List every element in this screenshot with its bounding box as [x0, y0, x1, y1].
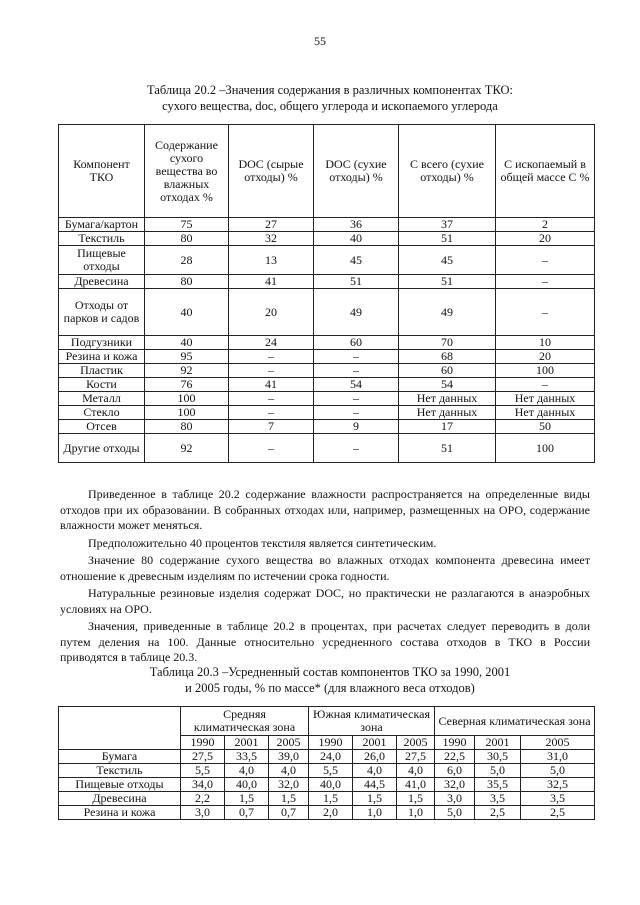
value-cell: 92	[145, 364, 229, 378]
value-cell: 51	[399, 275, 496, 289]
value-cell: Нет данных	[496, 406, 595, 420]
value-cell: –	[229, 434, 314, 463]
value-cell: 6,0	[435, 764, 475, 778]
value-cell: 51	[399, 232, 496, 246]
value-cell: 40,0	[225, 778, 269, 792]
component-name-cell: Подгузники	[59, 336, 145, 350]
value-cell: 70	[399, 336, 496, 350]
component-name-cell: Бумага/картон	[59, 218, 145, 232]
value-cell: 1,5	[309, 792, 353, 806]
value-cell: 3,5	[475, 792, 521, 806]
value-cell: 80	[145, 232, 229, 246]
table2-year-cell: 2001	[225, 736, 269, 750]
table-row	[59, 750, 595, 764]
value-cell: 5,0	[475, 764, 521, 778]
value-cell: –	[496, 246, 595, 275]
table-row	[59, 434, 595, 463]
value-cell: –	[229, 392, 314, 406]
value-cell: 36	[314, 218, 399, 232]
table2-year-cell: 1990	[435, 736, 475, 750]
table2-zone-header: Северная климатическая зона	[435, 707, 595, 736]
component-name-cell: Древесина	[59, 275, 145, 289]
value-cell: 51	[399, 434, 496, 463]
table2-body	[59, 750, 595, 820]
table1-header-cell: С всего (сухие отходы) %	[399, 125, 496, 218]
value-cell: 27,5	[181, 750, 225, 764]
value-cell: 50	[496, 420, 595, 434]
table2-year-cell: 2005	[521, 736, 595, 750]
table-row	[59, 778, 595, 792]
value-cell: 32	[229, 232, 314, 246]
table-row	[59, 406, 595, 420]
component-name-cell: Резина и кожа	[59, 350, 145, 364]
component-name-cell: Отсев	[59, 420, 145, 434]
value-cell: 35,5	[475, 778, 521, 792]
value-cell: 44,5	[353, 778, 397, 792]
component-name-cell: Другие отходы	[59, 434, 145, 463]
component-name-cell: Древесина	[59, 792, 181, 806]
table2-caption-line2: и 2005 годы, % по массе* (для влажного веса отходов)	[185, 681, 475, 695]
table-row	[59, 218, 595, 232]
value-cell: 92	[145, 434, 229, 463]
value-cell: 100	[145, 406, 229, 420]
value-cell: 22,5	[435, 750, 475, 764]
value-cell: –	[314, 364, 399, 378]
table-row	[59, 392, 595, 406]
value-cell: 54	[399, 378, 496, 392]
value-cell: 40,0	[309, 778, 353, 792]
value-cell: 60	[314, 336, 399, 350]
value-cell: 1,0	[397, 806, 435, 820]
table-row	[59, 246, 595, 275]
value-cell: 32,0	[435, 778, 475, 792]
value-cell: –	[314, 392, 399, 406]
component-name-cell: Бумага	[59, 750, 181, 764]
table1-caption-line2: сухого вещества, doc, общего углерода и ископаемого углерода	[162, 99, 498, 113]
value-cell: 100	[496, 364, 595, 378]
value-cell: 1,5	[225, 792, 269, 806]
value-cell: –	[496, 275, 595, 289]
value-cell: 41,0	[397, 778, 435, 792]
value-cell: 3,0	[181, 806, 225, 820]
value-cell: Нет данных	[496, 392, 595, 406]
value-cell: 5,0	[521, 764, 595, 778]
value-cell: 37	[399, 218, 496, 232]
table1-caption	[60, 82, 600, 114]
value-cell: 76	[145, 378, 229, 392]
value-cell: 1,5	[269, 792, 309, 806]
value-cell: 2,0	[309, 806, 353, 820]
value-cell: 10	[496, 336, 595, 350]
value-cell: 45	[399, 246, 496, 275]
table2-year-cell: 2001	[353, 736, 397, 750]
value-cell: –	[229, 364, 314, 378]
value-cell: 34,0	[181, 778, 225, 792]
value-cell: 1,5	[353, 792, 397, 806]
table2-year-cell: 1990	[309, 736, 353, 750]
value-cell: 39,0	[269, 750, 309, 764]
waste-composition-table	[58, 706, 595, 820]
table1-header-cell: Содержание сухого вещества во влажных отходах %	[145, 125, 229, 218]
value-cell: 40	[145, 289, 229, 336]
component-name-cell: Резина и кожа	[59, 806, 181, 820]
table2-zone-header: Южная климатическая зона	[309, 707, 435, 736]
value-cell: 28	[145, 246, 229, 275]
value-cell: 95	[145, 350, 229, 364]
value-cell: 13	[229, 246, 314, 275]
component-name-cell: Кости	[59, 378, 145, 392]
table-row	[59, 232, 595, 246]
value-cell: 0,7	[225, 806, 269, 820]
value-cell: –	[496, 289, 595, 336]
table-row	[59, 764, 595, 778]
value-cell: 4,0	[397, 764, 435, 778]
table-row	[59, 350, 595, 364]
table1-header-cell: С ископаемый в общей массе С %	[496, 125, 595, 218]
table-row	[59, 378, 595, 392]
value-cell: 2	[496, 218, 595, 232]
table2-year-cell: 2005	[397, 736, 435, 750]
table2-year-cell: 1990	[181, 736, 225, 750]
table2-zone-header: Средняя климатическая зона	[181, 707, 309, 736]
value-cell: 5,5	[309, 764, 353, 778]
value-cell: 80	[145, 275, 229, 289]
value-cell: 40	[145, 336, 229, 350]
value-cell: 75	[145, 218, 229, 232]
value-cell: 24	[229, 336, 314, 350]
value-cell: 100	[145, 392, 229, 406]
table2-year-cell: 2001	[475, 736, 521, 750]
value-cell: 41	[229, 275, 314, 289]
value-cell: –	[314, 434, 399, 463]
value-cell: 4,0	[353, 764, 397, 778]
table-row	[59, 275, 595, 289]
table2-caption-line1: Таблица 20.3 –Усредненный состав компонентов ТКО за 1990, 2001	[149, 665, 511, 679]
component-name-cell: Пищевые отходы	[59, 246, 145, 275]
value-cell: 17	[399, 420, 496, 434]
value-cell: 40	[314, 232, 399, 246]
table1-header-row	[59, 125, 595, 218]
value-cell: 4,0	[225, 764, 269, 778]
value-cell: 1,0	[353, 806, 397, 820]
table-row	[59, 364, 595, 378]
value-cell: –	[314, 350, 399, 364]
value-cell: 20	[496, 232, 595, 246]
component-name-cell: Стекло	[59, 406, 145, 420]
table1-caption-line1: Таблица 20.2 –Значения содержания в различных компонентах ТКО:	[147, 83, 513, 97]
table-row	[59, 792, 595, 806]
value-cell: 24,0	[309, 750, 353, 764]
value-cell: 2,2	[181, 792, 225, 806]
value-cell: 5,0	[435, 806, 475, 820]
value-cell: 68	[399, 350, 496, 364]
component-name-cell: Пластик	[59, 364, 145, 378]
component-name-cell: Текстиль	[59, 764, 181, 778]
paragraph: Предположительно 40 процентов текстиля является синтетическим.	[88, 535, 437, 550]
table1-header-cell: DOC (сухие отходы) %	[314, 125, 399, 218]
table-row	[59, 420, 595, 434]
body-text	[60, 487, 590, 668]
value-cell: –	[314, 406, 399, 420]
value-cell: Нет данных	[399, 392, 496, 406]
paragraph: Натуральные резиновые изделия содержат DOC, но практически не разлагаются в анаэробных условиях на ОРО.	[60, 586, 590, 616]
component-name-cell: Текстиль	[59, 232, 145, 246]
table1-body	[59, 218, 595, 463]
value-cell: 33,5	[225, 750, 269, 764]
table-row	[59, 289, 595, 336]
value-cell: 0,7	[269, 806, 309, 820]
value-cell: 3,5	[521, 792, 595, 806]
value-cell: 51	[314, 275, 399, 289]
table2-caption	[60, 664, 600, 696]
value-cell: –	[229, 406, 314, 420]
value-cell: 2,5	[521, 806, 595, 820]
value-cell: 41	[229, 378, 314, 392]
value-cell: 4,0	[269, 764, 309, 778]
value-cell: 26,0	[353, 750, 397, 764]
table2-year-cell: 2005	[269, 736, 309, 750]
table2-zone-row	[59, 707, 595, 736]
component-name-cell: Металл	[59, 392, 145, 406]
value-cell: 3,0	[435, 792, 475, 806]
value-cell: 45	[314, 246, 399, 275]
value-cell: 9	[314, 420, 399, 434]
component-name-cell: Пищевые отходы	[59, 778, 181, 792]
value-cell: –	[496, 378, 595, 392]
value-cell: 2,5	[475, 806, 521, 820]
value-cell: Нет данных	[399, 406, 496, 420]
paragraph: Приведенное в таблице 20.2 содержание влажности распространяется на определенные виды отходов при их образовании. В собранных отходах или, например, размещенных на ОРО, содержание влажности может меняться.	[60, 487, 590, 532]
value-cell: 49	[399, 289, 496, 336]
value-cell: 7	[229, 420, 314, 434]
value-cell: 5,5	[181, 764, 225, 778]
value-cell: 20	[229, 289, 314, 336]
table1-header-cell: DOC (сырые отходы) %	[229, 125, 314, 218]
value-cell: 27,5	[397, 750, 435, 764]
value-cell: 60	[399, 364, 496, 378]
table2-corner-cell	[59, 707, 181, 750]
value-cell: 54	[314, 378, 399, 392]
value-cell: 30,5	[475, 750, 521, 764]
value-cell: 49	[314, 289, 399, 336]
component-name-cell: Отходы от парков и садов	[59, 289, 145, 336]
value-cell: 80	[145, 420, 229, 434]
table1-header-cell: Компонент ТКО	[59, 125, 145, 218]
value-cell: 27	[229, 218, 314, 232]
page-number: 55	[314, 34, 326, 48]
value-cell: –	[229, 350, 314, 364]
table-row	[59, 806, 595, 820]
value-cell: 31,0	[521, 750, 595, 764]
value-cell: 1,5	[397, 792, 435, 806]
paragraph: Значения, приведенные в таблице 20.2 в процентах, при расчетах следует переводить в доли путем деления на 100. Данные относительно усредненного состава отходов в ТКО в России приводятся в таблице 20.3.	[60, 619, 590, 664]
value-cell: 20	[496, 350, 595, 364]
value-cell: 100	[496, 434, 595, 463]
value-cell: 32,5	[521, 778, 595, 792]
value-cell: 32,0	[269, 778, 309, 792]
paragraph: Значение 80 содержание сухого вещества во влажных отходах компонента древесина имеет отношение к древесным изделиям по истечении срока годности.	[60, 553, 590, 583]
table-row	[59, 336, 595, 350]
moisture-carbon-table	[58, 124, 595, 463]
